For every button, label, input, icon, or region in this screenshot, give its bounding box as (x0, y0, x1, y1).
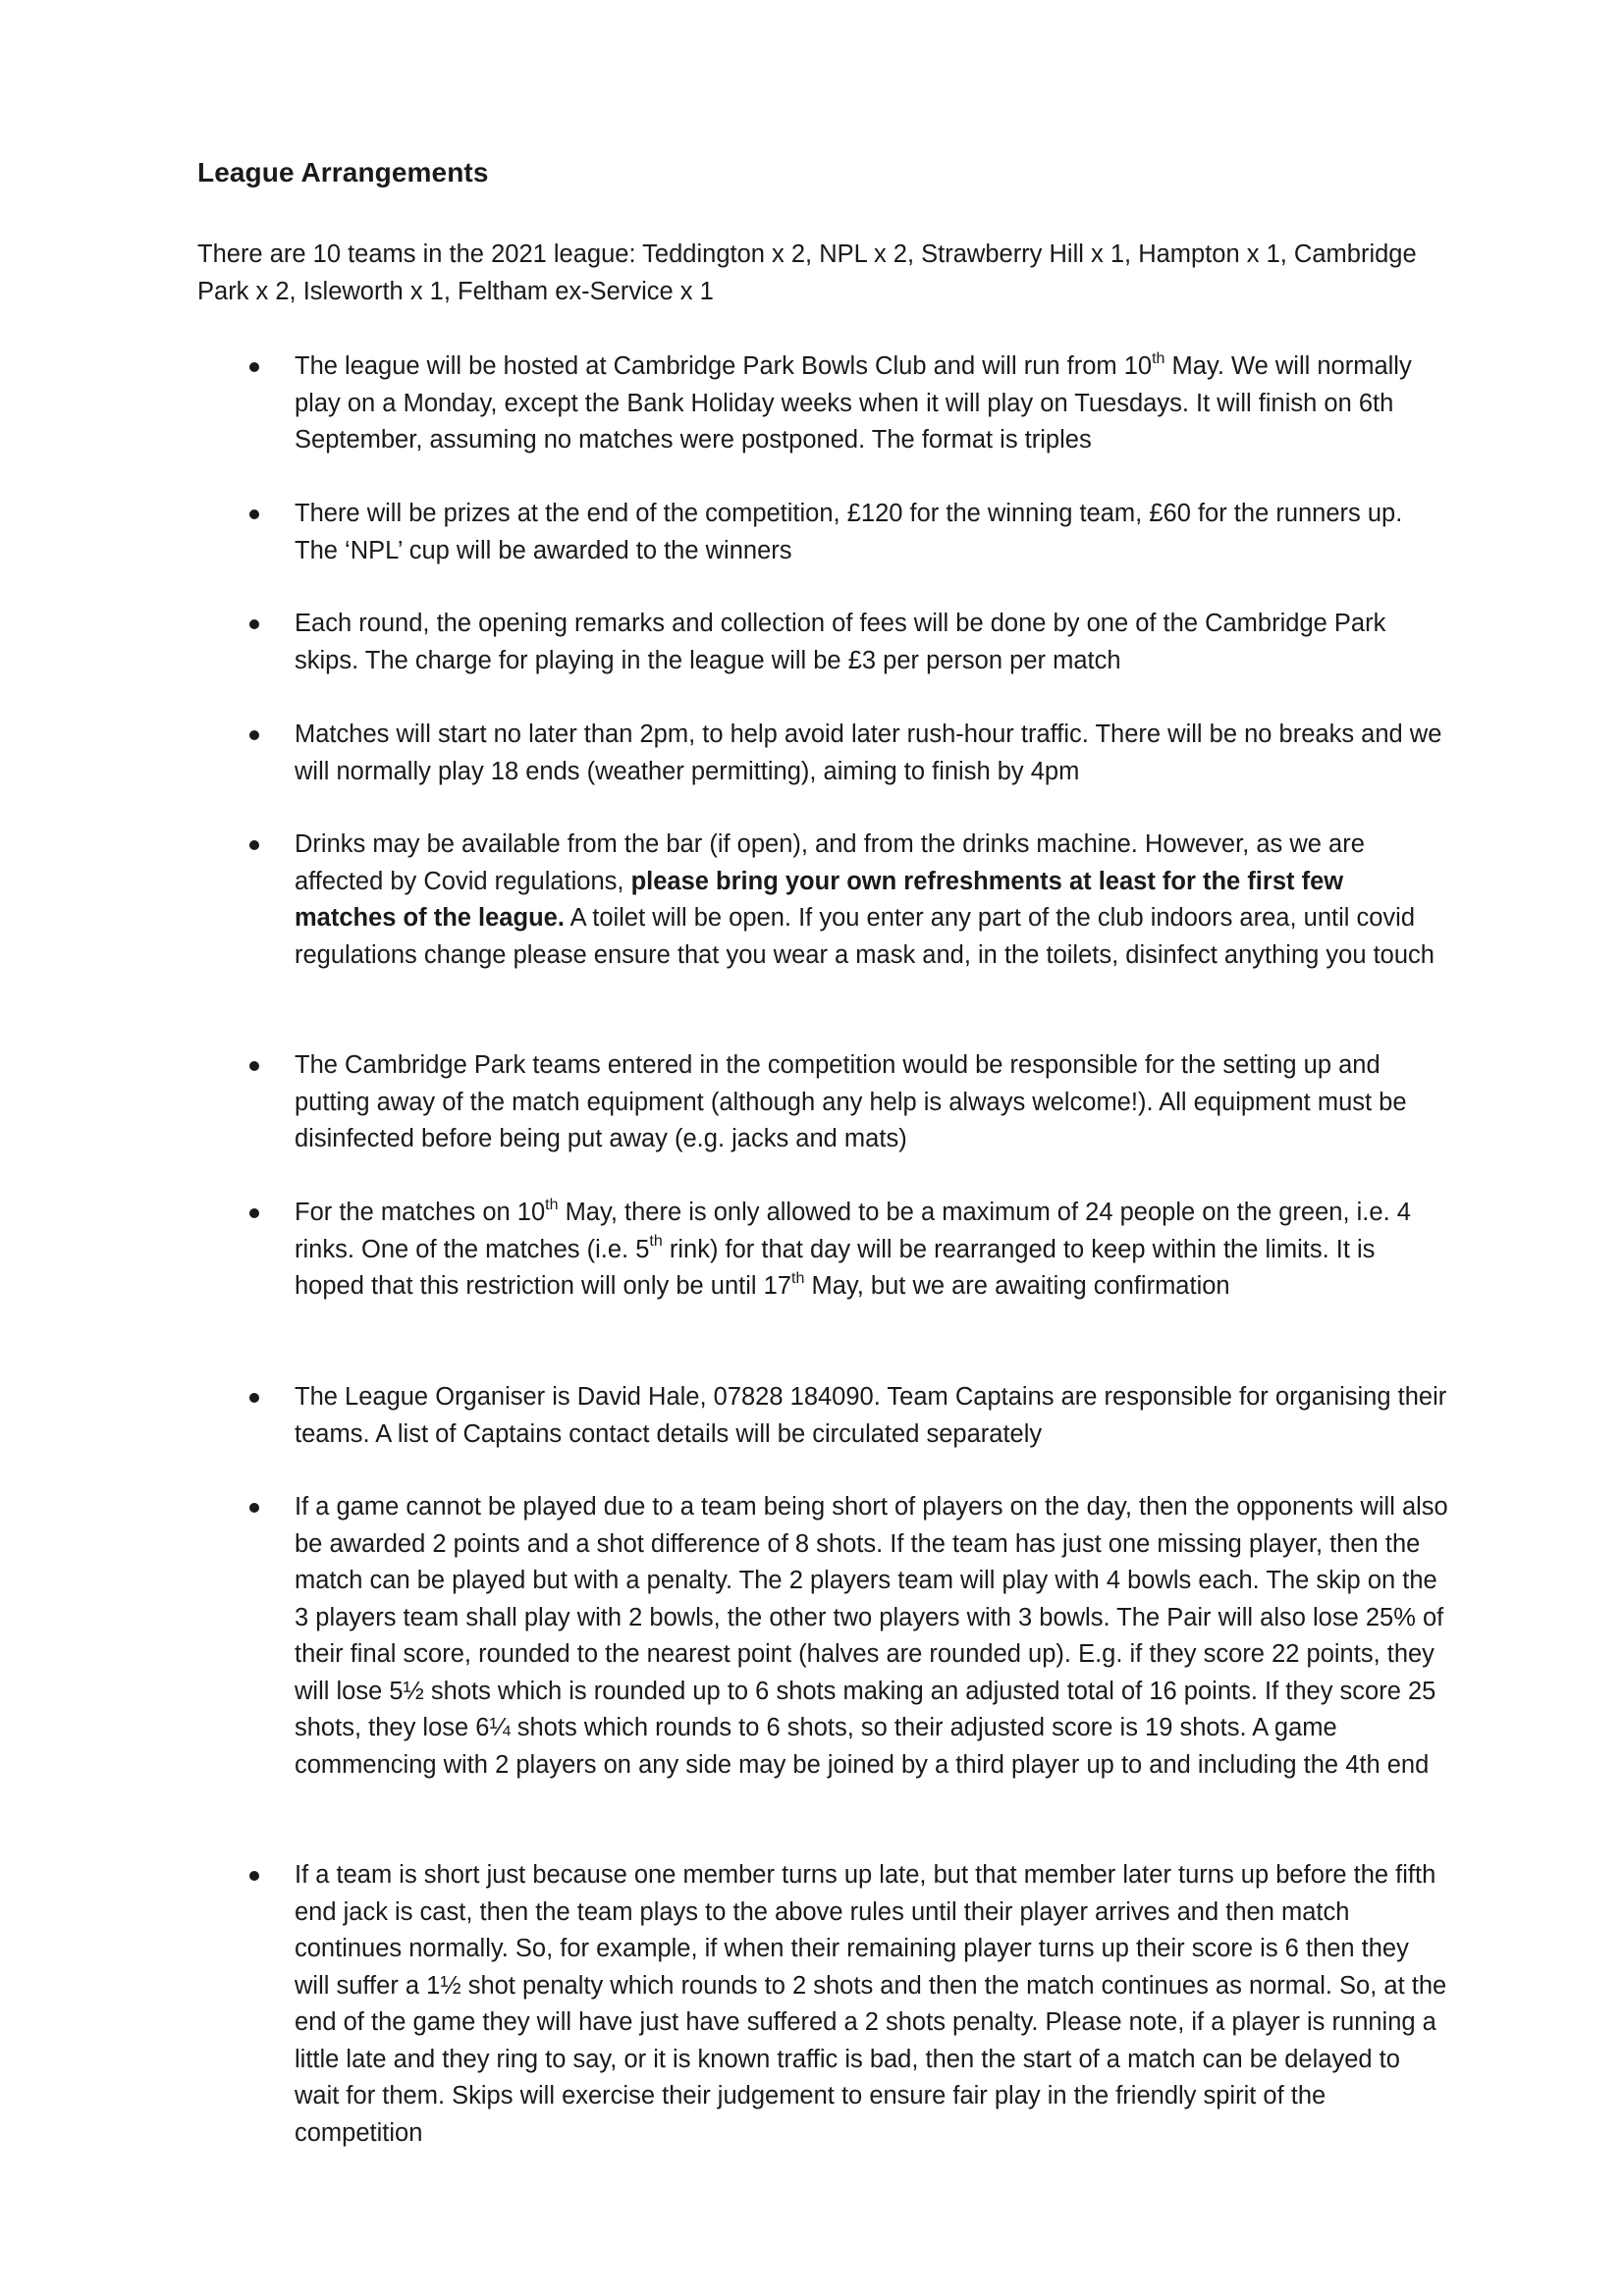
ordinal-suffix: th (1152, 349, 1165, 367)
bullet-icon (249, 1061, 259, 1071)
bullet-text: If a team is short just because one member turns up late, but that member later turns up before the fifth end jack is cast, then the team plays to the above rules until their player arrives and then match continues normally. So, for example, if when their remaining player turns up their score is 6 then they will suffer a 1½ shot penalty which rounds to 2 shots and then the match continues as normal. So, at the end of the game they will have just have suffered a 2 shots penalty. Please note, if a player is running a little late and they ring to say, or it is known traffic is bad, then the start of a match can be delayed to wait for them. Skips will exercise their judgement to ensure fair play in the friendly spirit of the competition (295, 1861, 1447, 2147)
bullet-text: May. We will normally play on a Monday, except the Bank Holiday weeks when it will play on Tuesdays. It will finish on 6th September, assuming no matches were postponed. The format is triples (295, 352, 1412, 454)
bullet-text: The League Organiser is David Hale, 07828 184090. Team Captains are responsible for organising their teams. A list of Captains contact details will be circulated separately (295, 1383, 1447, 1448)
bullet-text: Drinks may be available from the bar (if open), and from the drinks machine. However, as we are affected by Covid regulations, (295, 830, 1365, 895)
bullet-item-drinks (295, 827, 1448, 974)
bullet-item-short-players (295, 1489, 1448, 1784)
bullet-icon (249, 509, 259, 519)
bullet-icon (249, 1393, 259, 1403)
bullet-text: rink) for that day will be rearranged to keep within the limits. It is hoped that this restriction will only be until 17 (295, 1235, 1376, 1300)
bullet-text: For the matches on 10 (295, 1199, 546, 1226)
bullet-item-venue (295, 348, 1448, 459)
ordinal-suffix: th (791, 1269, 805, 1287)
bullet-text: May, but we are awaiting confirmation (804, 1272, 1230, 1300)
bullet-icon (249, 730, 259, 740)
bullet-text: If a game cannot be played due to a team being short of players on the day, then the opponents will also be awarded 2 points and a shot difference of 8 shots. If the team has just one missing player, then the match can be played but with a penalty. The 2 players team will play with 4 bowls each. The skip on the 3 players team shall play with 2 bowls, the other two players with 3 bowls. The Pair will also lose 25% of their final score, rounded to the nearest point (halves are rounded up). E.g. if they score 22 points, they will lose 5½ shots which is rounded up to 6 shots making an adjusted total of 16 points. If they score 25 shots, they lose 6¼ shots which rounds to 6 shots, so their adjusted score is 19 shots. A game commencing with 2 players on any side may be joined by a third player up to and including the 4th end (295, 1493, 1448, 1779)
ordinal-suffix: th (545, 1196, 559, 1213)
bullet-item-late-player (295, 1857, 1448, 2152)
bullet-item-restrictions (295, 1195, 1448, 1306)
bullet-item-fees (295, 606, 1448, 679)
bullet-icon (249, 362, 259, 372)
bullet-icon (249, 1503, 259, 1513)
bullet-item-organiser (295, 1379, 1448, 1453)
bullet-icon (249, 1208, 259, 1218)
bullet-item-start-time (295, 717, 1448, 790)
bullet-text: The league will be hosted at Cambridge Park Bowls Club and will run from 10 (295, 352, 1153, 380)
bullet-text: Each round, the opening remarks and collection of fees will be done by one of the Cambridge Park skips. The charge for playing in the league will be £3 per person per match (295, 610, 1386, 674)
bullet-item-prizes (295, 496, 1448, 569)
bullet-icon (249, 840, 259, 850)
bullet-icon (249, 619, 259, 629)
bullet-emphasis: please bring your own refreshments at least for the first few matches of the league. (295, 867, 1344, 932)
bullet-text: Matches will start no later than 2pm, to help avoid later rush-hour traffic. There will be no breaks and we will normally play 18 ends (weather permitting), aiming to finish by 4pm (295, 721, 1442, 785)
intro-paragraph: There are 10 teams in the 2021 league: Teddington x 2, NPL x 2, Strawberry Hill x 1, Hampton x 1, Cambridge Park x 2, Isleworth x 1, Feltham ex-Service x 1 (197, 240, 1417, 305)
bullet-text: The Cambridge Park teams entered in the competition would be responsible for the setting up and putting away of the match equipment (although any help is always welcome!). All equipment must be disinfected before being put away (e.g. jacks and mats) (295, 1051, 1407, 1152)
ordinal-suffix: th (649, 1233, 663, 1250)
bullet-icon (249, 1871, 259, 1881)
bullet-item-equipment (295, 1047, 1448, 1158)
page-title: League Arrangements (197, 157, 489, 187)
bullet-text: There will be prizes at the end of the competition, £120 for the winning team, £60 for the runners up. The ‘NPL’ cup will be awarded to the winners (295, 500, 1403, 564)
bullet-text: May, there is only allowed to be a maximum of 24 people on the green, i.e. 4 rinks. One of the matches (i.e. 5 (295, 1199, 1411, 1263)
bullet-text: A toilet will be open. If you enter any part of the club indoors area, until covid regulations change please ensure that you wear a mask and, in the toilets, disinfect anything you touch (295, 904, 1435, 969)
